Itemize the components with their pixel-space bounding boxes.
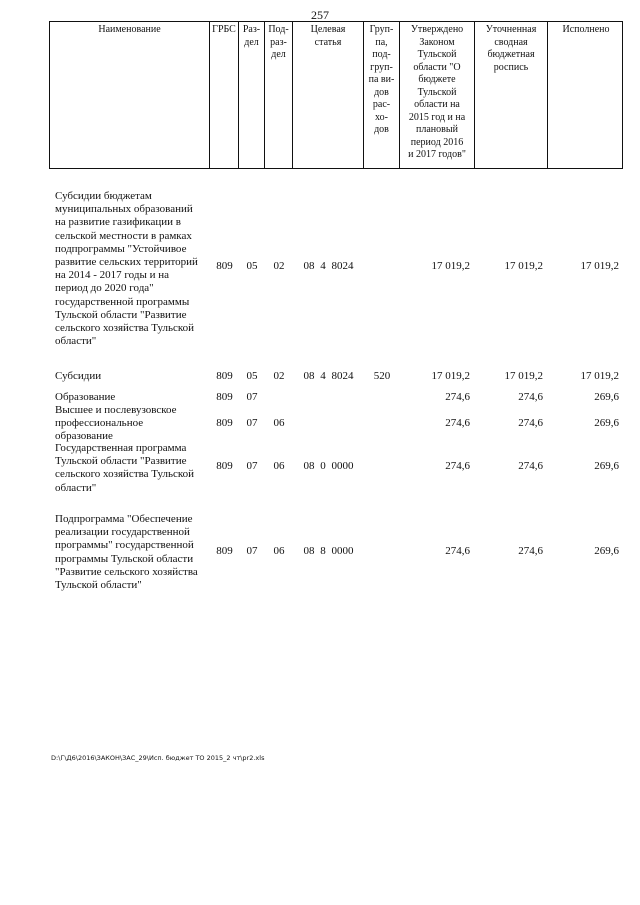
row-razdel: 05 <box>246 370 258 382</box>
row-razdel: 07 <box>246 391 258 403</box>
row-approved: 274,6 <box>445 391 470 403</box>
row-approved: 274,6 <box>445 417 470 429</box>
row-name: Субсидии бюджетам муниципальных образований на развитие газификации в сельской местности в рамках подпрограммы "Устойчивое развитие сельских территорий на 2014 - 2017 годы и на период до 2020 года" государственной программы Тульской области "Развитие сельского хозяйства Тульской области" <box>55 190 198 348</box>
row-executed: 17 019,2 <box>580 370 619 382</box>
row-refined: 17 019,2 <box>504 260 543 272</box>
header-grbs: ГРБС <box>210 22 239 168</box>
row-vid: 520 <box>373 370 391 382</box>
row-name: Государственная программа Тульской области "Развитие сельского хозяйства Тульской области" <box>55 442 195 494</box>
header-approved: Утверждено Законом Тульской области "О бюджете Тульской области на 2015 год и на плановый период 2016 и 2017 годов" <box>400 22 475 168</box>
row-approved: 274,6 <box>445 545 470 557</box>
row-executed: 269,6 <box>594 391 619 403</box>
row-approved: 17 019,2 <box>431 260 470 272</box>
row-grbs: 809 <box>216 417 233 429</box>
header-executed: Исполнено <box>562 24 610 35</box>
row-grbs: 809 <box>216 460 233 472</box>
row-podrazdel: 06 <box>273 545 285 557</box>
header-refined: Уточненная сводная бюджетная роспись <box>475 22 548 168</box>
header-podrazdel: Под- раз- дел <box>265 22 293 168</box>
row-refined: 17 019,2 <box>504 370 543 382</box>
row-celevaya: 08 8 0000 <box>303 545 354 557</box>
table-header <box>49 21 623 169</box>
row-razdel: 07 <box>246 545 258 557</box>
row-grbs: 809 <box>216 545 233 557</box>
row-executed: 269,6 <box>594 460 619 472</box>
row-name: Подпрограмма "Обеспечение реализации государственной программы" государственной программы Тульской области "Развитие сельского хозяйства Тульской области" <box>55 513 198 592</box>
row-grbs: 809 <box>216 370 233 382</box>
page-number: 257 <box>311 8 329 22</box>
row-celevaya: 08 0 0000 <box>303 460 354 472</box>
row-razdel: 07 <box>246 460 258 472</box>
row-refined: 274,6 <box>518 545 543 557</box>
row-celevaya: 08 4 8024 <box>303 260 354 272</box>
row-razdel: 07 <box>246 417 258 429</box>
row-razdel: 05 <box>246 260 258 272</box>
row-executed: 17 019,2 <box>580 260 619 272</box>
row-refined: 274,6 <box>518 391 543 403</box>
row-name: Образование <box>55 391 116 403</box>
footer-file-path: D:\Г\Д6\2016\ЗАКОН\ЗАС_29\Исп. бюджет ТО 2015_2 чт\pr2.xls <box>51 754 265 762</box>
header-vid-raskhodov: Груп- па, под- груп- па ви- дов рас- хо- дов <box>364 22 400 168</box>
row-podrazdel: 02 <box>273 260 285 272</box>
row-celevaya: 08 4 8024 <box>303 370 354 382</box>
row-grbs: 809 <box>216 391 233 403</box>
row-refined: 274,6 <box>518 417 543 429</box>
row-grbs: 809 <box>216 260 233 272</box>
header-name: Наименование <box>50 22 210 168</box>
row-approved: 17 019,2 <box>431 370 470 382</box>
header-celevaya-statya: Целевая статья <box>293 22 364 168</box>
row-refined: 274,6 <box>518 460 543 472</box>
row-podrazdel: 06 <box>273 417 285 429</box>
row-executed: 269,6 <box>594 545 619 557</box>
row-podrazdel: 06 <box>273 460 285 472</box>
row-executed: 269,6 <box>594 417 619 429</box>
row-podrazdel: 02 <box>273 370 285 382</box>
header-razdel: Раз- дел <box>239 22 265 168</box>
row-name: Субсидии <box>55 370 102 382</box>
row-name: Высшее и послевузовское профессиональное образование <box>55 404 177 443</box>
row-approved: 274,6 <box>445 460 470 472</box>
